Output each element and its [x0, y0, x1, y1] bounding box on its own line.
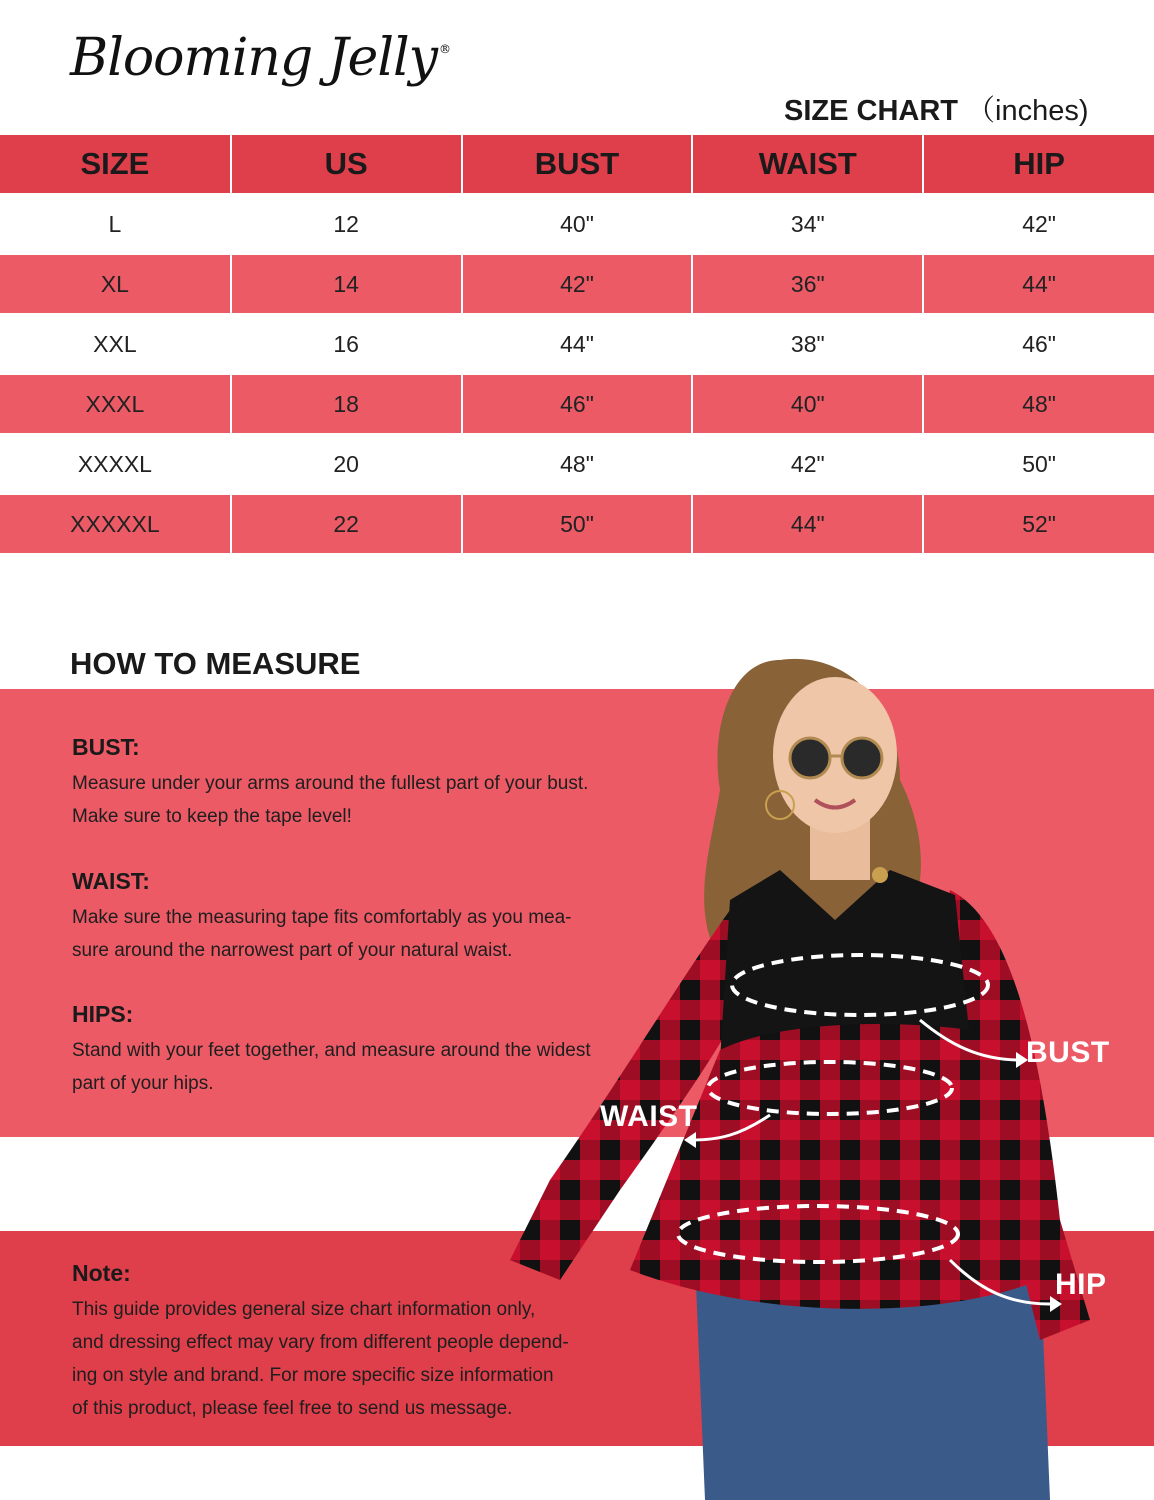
- brand-logo: Blooming Jelly ®: [70, 28, 450, 88]
- cell-size: XXL: [0, 314, 231, 374]
- hips-line: part of your hips.: [72, 1073, 214, 1094]
- waist-label: WAIST: [600, 1100, 698, 1133]
- cell-waist: 42": [692, 434, 923, 494]
- cell-hip: 52": [923, 494, 1154, 553]
- hip-label: HIP: [1055, 1268, 1107, 1301]
- waist-line: Make sure the measuring tape fits comfortably as you mea-: [72, 907, 572, 928]
- bust-line: Make sure to keep the tape level!: [72, 806, 352, 827]
- cell-size: L: [0, 194, 231, 254]
- cell-us: 16: [231, 314, 462, 374]
- cell-waist: 44": [692, 494, 923, 553]
- cell-waist: 36": [692, 254, 923, 314]
- cell-size: XXXXL: [0, 434, 231, 494]
- note-line: ing on style and brand. For more specific size information: [72, 1365, 554, 1386]
- cell-hip: 42": [923, 194, 1154, 254]
- pendant-icon: [872, 867, 888, 883]
- header-size: SIZE: [0, 134, 231, 194]
- table-row: [0, 314, 1154, 374]
- hips-line: Stand with your feet together, and measure around the widest: [72, 1040, 591, 1061]
- cell-hip: 50": [923, 434, 1154, 494]
- table-row: [0, 194, 1154, 254]
- cell-hip: 44": [923, 254, 1154, 314]
- cell-bust: 42": [462, 254, 693, 314]
- cell-waist: 34": [692, 194, 923, 254]
- bust-label: BUST: [1026, 1036, 1110, 1069]
- size-chart-title: SIZE CHART （inches): [784, 95, 1089, 127]
- header-us: US: [231, 134, 462, 194]
- bust-line: Measure under your arms around the fullest part of your bust.: [72, 773, 589, 794]
- how-to-measure-title: HOW TO MEASURE: [70, 646, 361, 681]
- cell-us: 18: [231, 374, 462, 434]
- cell-bust: 50": [462, 494, 693, 553]
- header-bust: BUST: [462, 134, 693, 194]
- cell-size: XXXXXL: [0, 494, 231, 553]
- header-waist: WAIST: [692, 134, 923, 194]
- cell-us: 22: [231, 494, 462, 553]
- cell-waist: 38": [692, 314, 923, 374]
- cell-bust: 44": [462, 314, 693, 374]
- cell-size: XXXL: [0, 374, 231, 434]
- note-line: This guide provides general size chart information only,: [72, 1299, 536, 1320]
- cell-us: 14: [231, 254, 462, 314]
- bust-heading: BUST:: [72, 734, 140, 760]
- table-row: [0, 254, 1154, 314]
- cell-us: 12: [231, 194, 462, 254]
- table-row: [0, 374, 1154, 434]
- table-row: [0, 494, 1154, 553]
- cell-waist: 40": [692, 374, 923, 434]
- waist-heading: WAIST:: [72, 868, 150, 894]
- cell-bust: 46": [462, 374, 693, 434]
- cell-bust: 48": [462, 434, 693, 494]
- table-header-row: [0, 134, 1154, 194]
- note-line: and dressing effect may vary from different people depend-: [72, 1332, 569, 1353]
- note-heading: Note:: [72, 1260, 131, 1286]
- cell-hip: 48": [923, 374, 1154, 434]
- cell-size: XL: [0, 254, 231, 314]
- header-hip: HIP: [923, 134, 1154, 194]
- waist-line: sure around the narrowest part of your natural waist.: [72, 940, 513, 961]
- cell-bust: 40": [462, 194, 693, 254]
- cell-hip: 46": [923, 314, 1154, 374]
- cell-us: 20: [231, 434, 462, 494]
- size-table: [0, 133, 1154, 553]
- table-row: [0, 434, 1154, 494]
- note-line: of this product, please feel free to send us message.: [72, 1398, 513, 1419]
- hips-heading: HIPS:: [72, 1001, 134, 1027]
